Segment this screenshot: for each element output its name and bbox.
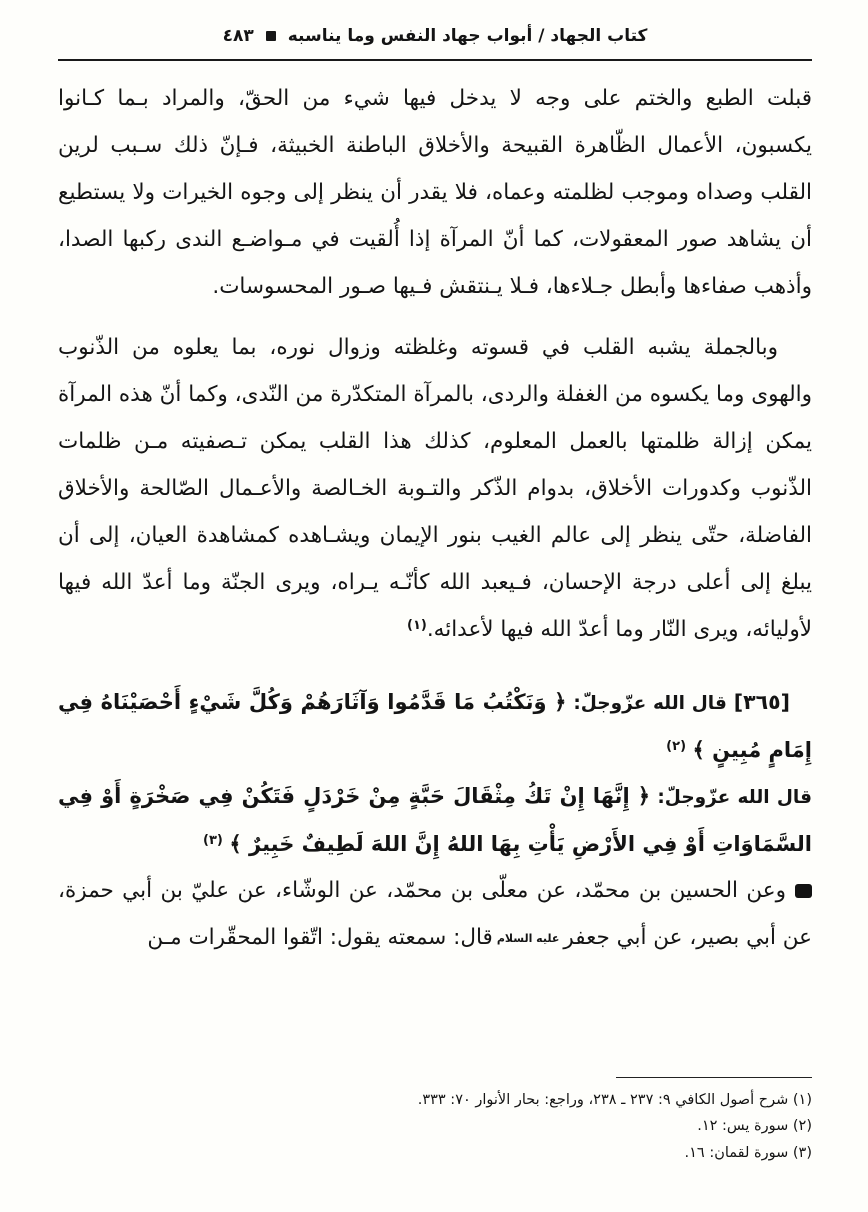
paragraph-1: قبلت الطبع والختم على وجه لا يدخل فيها شيء من الحقّ، والمراد بـما كـانوا يكسبون، الأعمال الظّاهرة القبيحة والأخلاق الباطنة الخبيثة، فـإنّ ذلك سـبب لرين القلب وصداه وموجب لظلمته وعماه، فلا يقدر أن ينظر إلى وجوه الخيرات ولا يستطيع أن يشاهد صور المعقولات، كما أنّ المرآة إذا أُلقيت في مـواضـع الندى ركبها الصدا، وأذهب صفاءها وأبطل جـلاءها، فـلا يـنتقش فـيها صـور المحسوسات. <box>58 86 812 299</box>
hadith-matn-text: قال: سمعته يقول: اتّقوا المحقّرات مـن <box>147 925 493 950</box>
footnote-ref-1: (١) <box>407 618 427 633</box>
page-number: ٤٨٣ <box>222 26 254 46</box>
footnote-3: (٣) سورة لقمان: ١٦. <box>684 1144 812 1161</box>
paragraph-2-text: وبالجملة يشبه القلب في قسوته وغلظته وزوال نوره، بما يعلوه من الذّنوب والهوى وما يكسوه من الغفلة والردى، بالمرآة المتكدّرة من النّدى، وكما أنّ هذه المرآة يمكن إزالة ظلمتها بالعمل المعلوم، كذلك هذا القلب يمكن تـصفيته مـن ظلمات الذّنوب وكدورات الأخلاق، بدوام الذّكر والتـوبة الخـالصة والأعـمال الصّالحة والأخلاق الفاضلة، حتّى ينظر إلى عالم الغيب بنور الإيمان ويشـاهده كمشاهدة العيان، إلى أن يبلغ إلى أعلى درجة الإحسان، فـيعبد الله كأنّـه يـراه، ويرى الجنّة وما أعدّ الله فيها لأوليائه، ويرى النّار وما أعدّ الله فيها لأعدائه. <box>58 335 812 642</box>
quote-2-verse-text: ﴿ إِنَّهَا إِنْ تَكُ مِثْقَالَ حَبَّةٍ مِنْ خَرْدَلٍ فَتَكُنْ فِي صَخْرَةٍ أَوْ فِي السَّمَاوَاتِ أَوْ فِي الأَرْضِ يَأْتِ بِهَا اللهُ إِنَّ اللهَ لَطِيفٌ خَبِيرٌ ﴾ <box>58 784 812 856</box>
entry-number: [٣٦٥] <box>733 690 790 714</box>
quote-1-verse-text: ﴿ وَنَكْتُبُ مَا قَدَّمُوا وَآثَارَهُمْ وَكُلَّ شَيْءٍ أَحْصَيْنَاهُ فِي إِمَامٍ مُبِينٍ ﴾ <box>58 690 812 762</box>
page-body <box>58 75 812 961</box>
hadith-isnad-text: وعن الحسين بن محمّد، عن معلّى بن محمّد، عن الوشّاء، عن عليّ بن أبي حمزة، عن أبي بصير، عن أبي جعفر <box>58 878 812 950</box>
quran-quote-1 <box>58 679 812 773</box>
hadith-paragraph <box>58 867 812 961</box>
footnote-ref-2: (٢) <box>666 739 687 754</box>
paragraph-2 <box>58 324 812 653</box>
footnote-2: (٢) سورة يس: ١٢. <box>697 1118 812 1134</box>
honorific-alayhis-salam: عليه السلام <box>496 932 560 945</box>
page-header <box>58 26 812 46</box>
hadith-square-bullet-icon <box>795 884 812 898</box>
quran-quote-2 <box>58 773 812 867</box>
footnote-ref-3: (٣) <box>203 833 223 848</box>
quote-1-intro: قال الله عزّوجلّ: <box>573 693 727 714</box>
quote-2-intro: قال الله عزّوجلّ: <box>657 787 812 808</box>
footnote-1: (١) شرح أصول الكافي ٩: ٢٣٧ ـ ٢٣٨، وراجع: بحار الأنوار ٧٠: ٣٣٣. <box>417 1091 812 1108</box>
header-rule <box>58 59 812 61</box>
header-square-icon <box>266 31 276 41</box>
footnotes-section <box>58 1077 812 1167</box>
footnote-separator-rule <box>616 1077 812 1078</box>
running-header-title: كتاب الجهاد / أبواب جهاد النفس وما يناسبه <box>287 26 648 46</box>
